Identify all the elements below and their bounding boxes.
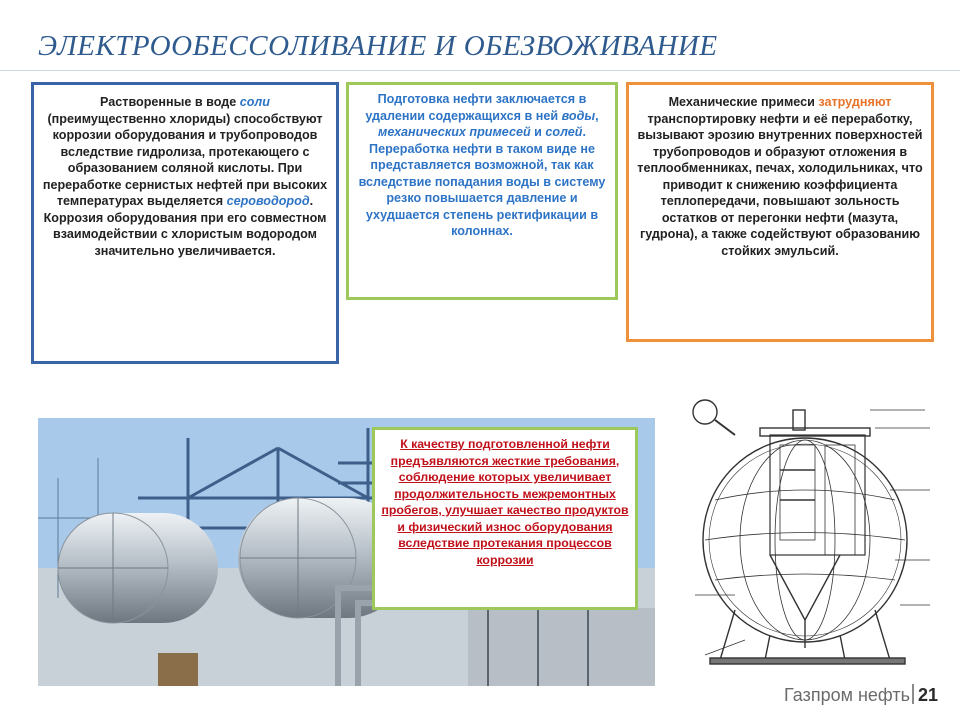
footer-separator (912, 684, 914, 704)
keyword-salts: соли (239, 95, 270, 109)
page-number: 21 (917, 685, 938, 705)
keyword-water: воды (561, 108, 596, 123)
footer (784, 684, 938, 706)
keyword-hydrogen-sulfide: сероводород (226, 194, 310, 208)
title-divider (0, 70, 960, 71)
keyword-salts-2: солей (545, 125, 583, 139)
impurities-text-1: Механические примеси (668, 95, 819, 109)
electrodehydrator-diagram (675, 390, 945, 690)
keyword-impurities: механических примесей (378, 125, 531, 139)
prep-text-0: Подготовка нефти заключается в удалении содержащихся в ней (365, 92, 587, 123)
quality-requirements-callout: К качеству подготовленной нефти предъявляются жесткие требования, соблюдение которых увеличивает продолжительность межремонтных пробегов, улучшает качество продуктов и физический износ оборудования вследствие протекания процессов коррозии (372, 427, 638, 610)
impurities-text-2: транспортировку нефти и её переработку, вызывают эрозию внутренних поверхностей трубопроводов и образуют отложения в теплообменниках, печах, холодильниках, что приводит к снижению коэффициента теплопередачи, повышают зольность остатков от перегонки нефти (мазута, гудрона), а также содействуют образованию стойких эмульсий. (637, 111, 923, 258)
footer-brand: Газпром нефть (784, 685, 910, 705)
prep-text-1: , (595, 108, 599, 123)
impurities-info-box (626, 82, 934, 342)
preparation-info-box (346, 82, 618, 300)
salts-text-3: . Коррозия оборудования при его совместном взаимодействии с хлористым водородом значительно увеличивается. (43, 194, 327, 258)
salts-text-1: Растворенные в воде (100, 95, 240, 109)
slide-title: ЭЛЕКТРООБЕССОЛИВАНИЕ И ОБЕЗВОЖИВАНИЕ (38, 30, 718, 62)
prep-text-2: и (530, 125, 546, 139)
salts-info-box (31, 82, 339, 364)
salts-text-2: (преимущественно хлориды) способствуют коррозии оборудования и трубопроводов вследствие гидролиза, протекающего с образованием соляной кислоты. При переработке сернистых нефтей при высоких температурах выделяется (42, 111, 328, 208)
prep-text-3: . Переработка нефти в таком виде не представляется возможной, так как вследствие попадания воды в систему резко повышается давление и ухудшается степень ректификации в колоннах. (358, 125, 606, 238)
keyword-hinder: затрудняют (818, 95, 892, 109)
